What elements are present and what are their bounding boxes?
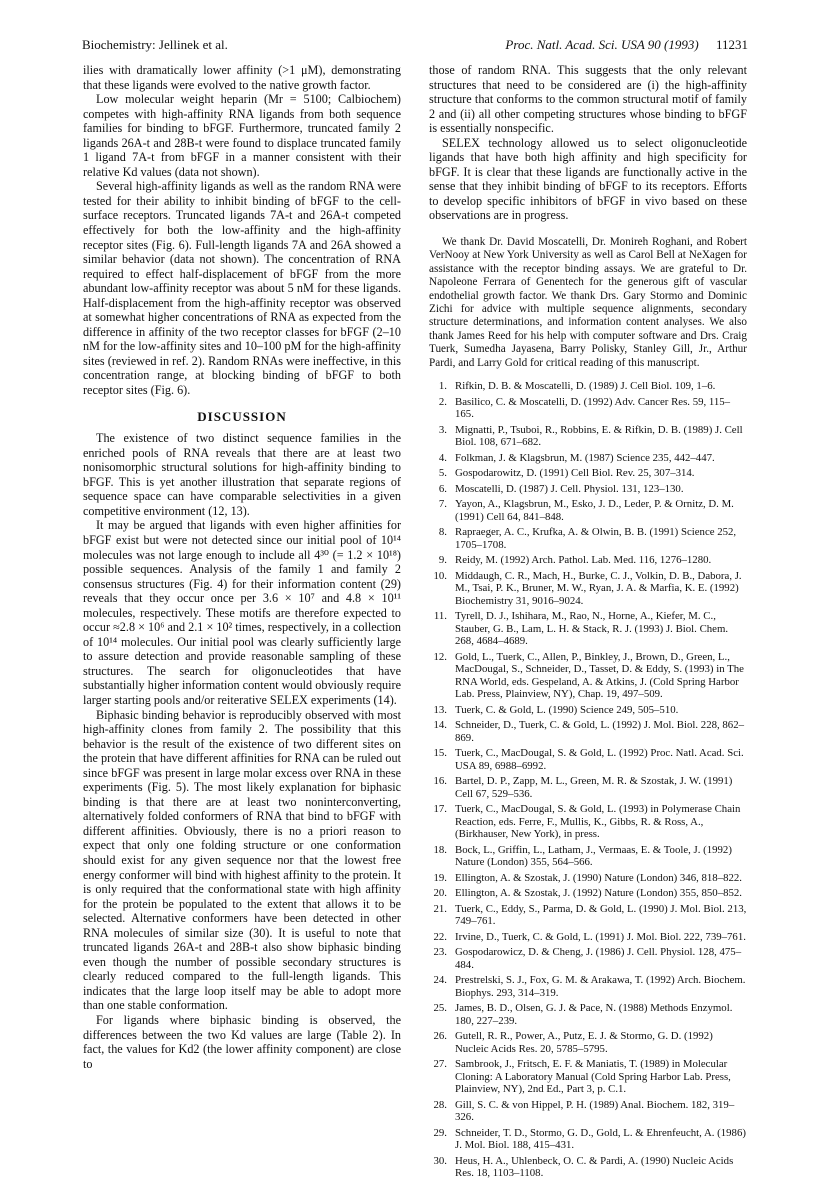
paragraph: The existence of two distinct sequence families in the enriched pools of RNA reveals that there are at least two nonisomorphic structural solutions for high-affinity binding to bFGF. This is yet another illustration that separate regions of sequence space can have comparable selectivities in a given competitive environment (12, 13). xyxy=(83,431,401,518)
reference-item xyxy=(429,424,747,449)
reference-text: Reidy, M. (1992) Arch. Pathol. Lab. Med. 116, 1276–1280. xyxy=(455,554,712,567)
section-heading-discussion: DISCUSSION xyxy=(197,408,287,424)
reference-number: 17. xyxy=(433,803,447,816)
reference-number: 26. xyxy=(433,1030,447,1043)
reference-number: 19. xyxy=(433,871,447,884)
reference-item xyxy=(429,610,747,648)
reference-item xyxy=(429,651,747,701)
reference-text: Tyrell, D. J., Ishihara, M., Rao, N., Horne, A., Kiefer, M. C., Stauber, G. B., Lam, L. H. & Stack, R. J. (1993) J. Biol. Chem. 268, 4684–4689. xyxy=(455,610,729,648)
reference-number: 9. xyxy=(438,554,447,567)
left-column xyxy=(83,63,401,1071)
reference-number: 30. xyxy=(433,1154,447,1167)
reference-number: 4. xyxy=(438,451,447,464)
reference-text: Tuerk, C., MacDougal, S. & Gold, L. (1992) Proc. Natl. Acad. Sci. USA 89, 6988–6992. xyxy=(455,747,744,772)
reference-item xyxy=(429,844,747,869)
reference-item xyxy=(429,396,747,421)
paragraph: Biphasic binding behavior is reproducibly observed with most high-affinity clones from family 2. The possibility that this behavior is the result of the existence of two different sites on the protein that have different affinities for RNA can be ruled out since bFGF was present in large molar excess over RNA in these experiments (Fig. 5). The most likely explanation for biphasic binding is that there are at least two noninterconverting, alternatively folded conformers of RNA that bind to bFGF with different affinities. Obviously, there is no a priori reason to expect that only one folding structure or one conformation should exist for any given sequence nor that the lowest free energy conformer will bind with highest affinity to the protein. It is only required that the conformational state with high affinity for the protein be populated to the extent that allows it to be selected. Alternative conformers have been detected in other RNA molecules of similar size (30). It is useful to note that truncated ligands 26A-t and 28B-t also show biphasic binding even though the number of possible secondary structures is clearly reduced compared to the full-length ligands. This indicates that the large loop itself may be able to adopt more than one stable conformation. xyxy=(83,707,401,1013)
paragraph: For ligands where biphasic binding is observed, the differences between the two Kd values are large (Table 2). In fact, the values for Kd2 (the lower affinity component) are close to xyxy=(83,1013,401,1071)
reference-text: Rapraeger, A. C., Krufka, A. & Olwin, B. B. (1991) Science 252, 1705–1708. xyxy=(455,526,737,551)
paragraph: Several high-affinity ligands as well as the random RNA were tested for their ability to inhibit binding of bFGF to the cell-surface receptors. Truncated ligands 7A-t and 26A-t competed effectively for both the low-affinity and the high-affinity receptor sites (Fig. 6). Full-length ligands 7A and 26A showed a similar behavior (data not shown). The concentration of RNA required to effect half-displacement of bFGF from the more abundant low-affinity receptor was about 5 nM for these ligands. Half-displacement from the high-affinity receptor was observed at somewhat higher concentrations of RNA as expected from the difference in affinity of the two receptor classes for bFGF (2–10 nM for the low-affinity sites and 10–100 pM for the high-affinity sites (reviewed in ref. 2). Random RNAs were ineffective, in this concentration range, at blocking binding of bFGF to both receptor sites (Fig. 6). xyxy=(83,179,401,398)
reference-item xyxy=(429,719,747,744)
reference-text: Schneider, D., Tuerk, C. & Gold, L. (1992) J. Mol. Biol. 228, 862–869. xyxy=(455,719,744,744)
reference-text: Basilico, C. & Moscatelli, D. (1992) Adv. Cancer Res. 59, 115–165. xyxy=(455,395,731,421)
reference-number: 23. xyxy=(433,946,447,959)
reference-text: Gutell, R. R., Power, A., Putz, E. J. & Stormo, G. D. (1992) Nucleic Acids Res. 20, 5785–5795. xyxy=(455,1030,713,1055)
reference-number: 16. xyxy=(433,775,447,788)
reference-item xyxy=(429,483,747,496)
reference-number: 14. xyxy=(433,719,447,732)
reference-item xyxy=(429,1155,747,1180)
paragraph: Low molecular weight heparin (Mr = 5100; Calbiochem) competes with high-affinity RNA ligands from both sequence families for binding to bFGF. Furthermore, truncated family 2 ligands 26A-t and 28B-t were found to displace truncated family 1 ligand 7A-t from bFGF in a manner consistent with their relative Kd values (data not shown). xyxy=(83,92,401,179)
reference-text: James, B. D., Olsen, G. J. & Pace, N. (1988) Methods Enzymol. 180, 227–239. xyxy=(455,1002,733,1027)
reference-item xyxy=(429,946,747,971)
reference-text: Ellington, A. & Szostak, J. (1990) Nature (London) 346, 818–822. xyxy=(455,871,742,884)
reference-item xyxy=(429,570,747,608)
reference-text: Bartel, D. P., Zapp, M. L., Green, M. R. & Szostak, J. W. (1991) Cell 67, 529–536. xyxy=(455,775,733,800)
paragraph: those of random RNA. This suggests that the only relevant structures that need to be considered are (i) the high-affinity structure that conforms to the common structural motif of family 2 and (ii) all other competing structures whose binding to bFGF is essentially nonspecific. xyxy=(429,63,747,136)
reference-item xyxy=(429,554,747,567)
reference-item xyxy=(429,452,747,465)
reference-number: 27. xyxy=(433,1058,447,1071)
reference-item xyxy=(429,1058,747,1096)
acknowledgments: We thank Dr. David Moscatelli, Dr. Monireh Roghani, and Robert VerNooy at New York University as well as Carol Bell at NeXagen for assistance with the receptor binding assays. We are grateful to Dr. Napoleone Ferrara of Genentech for the generous gift of vascular endothelial growth factor. We thank Drs. Gary Stormo and Dominic Zichi for advice with multiple sequence alignments, secondary structure determinations, and information content analyses. We also thank James Reed for his help with computer software and Drs. Craig Tuerk, Sumedha Jayasena, Barry Polisky, Stanley Gill, Jr., Arthur Pardi, and Larry Gold for critical reading of this manuscript. xyxy=(429,236,747,369)
reference-text: Mignatti, P., Tsuboi, R., Robbins, E. & Rifkin, D. B. (1989) J. Cell Biol. 108, 671–682. xyxy=(455,423,743,449)
reference-number: 11. xyxy=(433,610,447,623)
reference-item xyxy=(429,1127,747,1152)
reference-item xyxy=(429,1002,747,1027)
reference-text: Gold, L., Tuerk, C., Allen, P., Binkley, J., Brown, D., Green, L., MacDougal, S., Schneider, D., Tasset, D. & Eddy, S. (1993) in The RNA World, eds. Gespeland, A. & Atkins, J. (Cold Spring Harbor Lab. Press, Plainview, NY), Chap. 19, 497–509. xyxy=(455,650,744,701)
paragraph: It may be argued that ligands with even higher affinities for bFGF exist but were not detected since our initial pool of 10¹⁴ molecules was not large enough to include all 4³⁰ (= 1.2 × 10¹⁸) possible sequences. Analysis of the family 1 and family 2 consensus structures (Fig. 4) for their information content (29) reveals that they occur once per 3.6 × 10⁷ and 4.8 × 10¹¹ molecules, respectively. These motifs are therefore expected to occur ≈2.8 × 10⁶ and 2.1 × 10² times, respectively, in a collection of 10¹⁴ molecules. Our initial pool was clearly sufficiently large to assure detection and provide reasonable sampling of these structures. The search for oligonucleotides that have substantially higher information content would obviously require larger starting pools and/or reiterative SELEX experiments (14). xyxy=(83,518,401,707)
reference-number: 21. xyxy=(433,902,447,915)
reference-item xyxy=(429,526,747,551)
reference-number: 10. xyxy=(433,569,447,582)
header-section-author: Biochemistry: Jellinek et al. xyxy=(82,37,228,52)
reference-item xyxy=(429,747,747,772)
reference-text: Yayon, A., Klagsbrun, M., Esko, J. D., Leder, P. & Ornitz, D. M. (1991) Cell 64, 841–848. xyxy=(455,498,734,523)
reference-text: Folkman, J. & Klagsbrun, M. (1987) Science 235, 442–447. xyxy=(455,451,715,464)
reference-number: 6. xyxy=(438,482,447,495)
reference-number: 8. xyxy=(438,526,447,539)
reference-number: 22. xyxy=(433,930,447,943)
reference-text: Gospodarowitz, D. (1991) Cell Biol. Rev. 25, 307–314. xyxy=(455,467,695,480)
reference-number: 29. xyxy=(433,1126,447,1139)
reference-item xyxy=(429,380,747,393)
reference-text: Irvine, D., Tuerk, C. & Gold, L. (1991) J. Mol. Biol. 222, 739–761. xyxy=(455,930,746,943)
reference-text: Heus, H. A., Uhlenbeck, O. C. & Pardi, A. (1990) Nucleic Acids Res. 18, 1103–1108. xyxy=(455,1154,734,1180)
reference-item xyxy=(429,803,747,841)
reference-text: Schneider, T. D., Stormo, G. D., Gold, L. & Ehrenfeucht, A. (1986) J. Mol. Biol. 188, 415–431. xyxy=(455,1126,746,1152)
paragraph: SELEX technology allowed us to select oligonucleotide ligands that have both high affinity and high specificity for bFGF. It is clear that these ligands are functionally active in the sense that they inhibit binding of bFGF to its receptors. Efforts to develop specific inhibitors of bFGF in vivo based on these observations are in progress. xyxy=(429,135,747,223)
reference-number: 7. xyxy=(438,498,447,511)
reference-item xyxy=(429,467,747,480)
reference-text: Gill, S. C. & von Hippel, P. H. (1989) Anal. Biochem. 182, 319–326. xyxy=(455,1098,735,1124)
reference-number: 12. xyxy=(433,650,447,663)
running-header xyxy=(82,37,748,57)
reference-number: 24. xyxy=(433,974,447,987)
reference-text: Sambrook, J., Fritsch, E. F. & Maniatis, T. (1989) in Molecular Cloning: A Laboratory Manual (Cold Spring Harbor Lab. Press, Plainview, NY), 2nd Ed., Part 3, p. C.1. xyxy=(455,1058,731,1096)
reference-number: 5. xyxy=(438,467,447,480)
right-column xyxy=(429,63,747,1183)
reference-item xyxy=(429,704,747,717)
reference-number: 25. xyxy=(433,1002,447,1015)
paragraph: ilies with dramatically lower affinity (>1 μM), demonstrating that these ligands were evolved to the native growth factor. xyxy=(83,63,401,92)
reference-number: 18. xyxy=(433,843,447,856)
header-journal-page xyxy=(505,37,748,53)
reference-number: 13. xyxy=(433,703,447,716)
reference-item xyxy=(429,1030,747,1055)
reference-number: 1. xyxy=(438,380,447,393)
reference-number: 3. xyxy=(438,423,447,436)
reference-item xyxy=(429,1099,747,1124)
reference-text: Rifkin, D. B. & Moscatelli, D. (1989) J. Cell Biol. 109, 1–6. xyxy=(455,380,716,393)
reference-item xyxy=(429,872,747,885)
reference-item xyxy=(429,775,747,800)
reference-number: 20. xyxy=(433,887,447,900)
reference-text: Tuerk, C. & Gold, L. (1990) Science 249, 505–510. xyxy=(455,703,679,716)
reference-text: Gospodarowicz, D. & Cheng, J. (1986) J. Cell. Physiol. 128, 475–484. xyxy=(455,946,742,971)
reference-item xyxy=(429,903,747,928)
reference-list xyxy=(429,380,747,1180)
reference-text: Middaugh, C. R., Mach, H., Burke, C. J., Volkin, D. B., Dabora, J. M., Tsai, P. K., Bruner, M. W., Ryan, J. A. & Marfia, K. E. (1992) Biochemistry 31, 9016–9024. xyxy=(455,569,742,607)
reference-number: 28. xyxy=(433,1098,447,1111)
reference-text: Prestrelski, S. J., Fox, G. M. & Arakawa, T. (1992) Arch. Biochem. Biophys. 293, 314–319. xyxy=(455,974,746,999)
header-journal: Proc. Natl. Acad. Sci. USA 90 (1993) xyxy=(505,37,699,52)
reference-item xyxy=(429,887,747,900)
reference-text: Tuerk, C., MacDougal, S. & Gold, L. (1993) in Polymerase Chain Reaction, eds. Ferre, F., Mullis, K., Gibbs, R. & Ross, A., (Birkhauser, New York), in press. xyxy=(455,803,741,841)
reference-number: 2. xyxy=(438,395,447,408)
reference-text: Tuerk, C., Eddy, S., Parma, D. & Gold, L. (1990) J. Mol. Biol. 213, 749–761. xyxy=(455,902,747,928)
page-number: 11231 xyxy=(715,37,748,52)
reference-number: 15. xyxy=(433,747,447,760)
reference-text: Ellington, A. & Szostak, J. (1992) Nature (London) 355, 850–852. xyxy=(455,887,742,900)
reference-item xyxy=(429,931,747,944)
reference-item xyxy=(429,974,747,999)
reference-text: Bock, L., Griffin, L., Latham, J., Vermaas, E. & Toole, J. (1992) Nature (London) 355, 564–566. xyxy=(455,843,732,869)
reference-text: Moscatelli, D. (1987) J. Cell. Physiol. 131, 123–130. xyxy=(455,482,684,495)
reference-item xyxy=(429,498,747,523)
